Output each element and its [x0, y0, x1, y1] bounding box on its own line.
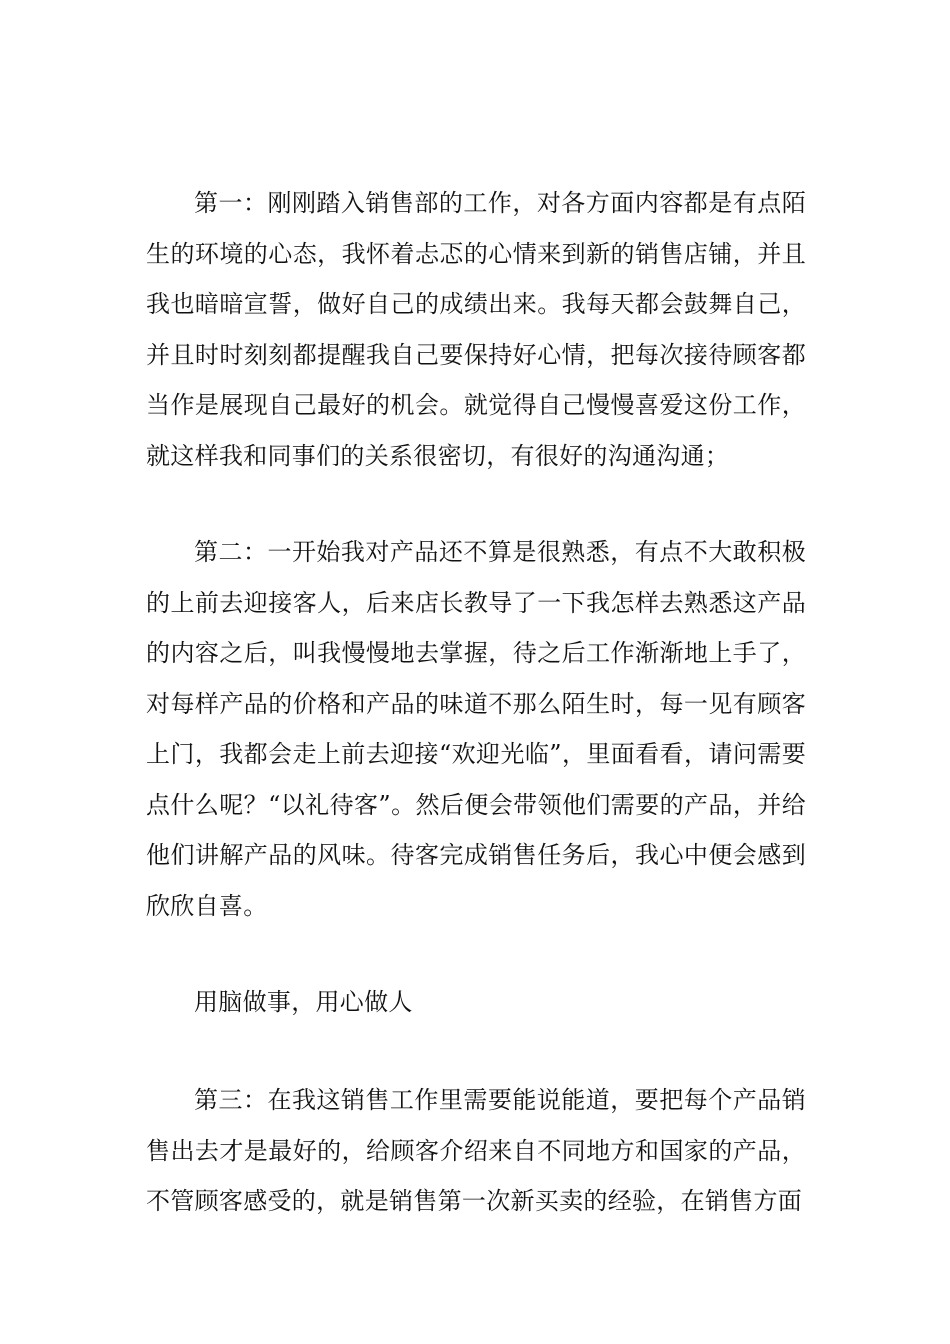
paragraph-heading: 用脑做事，用心做人: [194, 988, 413, 1016]
paragraph-3: 第三：在我这销售工作里需要能说能道，要把每个产品销售出去才是最好的，给顾客介绍来自不同地方和国家的产品，不管顾客感受的，就是销售第一次新买卖的经验，在销售方面: [146, 1086, 806, 1215]
paragraph-2: 第二：一开始我对产品还不算是很熟悉，有点不大敢积极的上前去迎接客人，后来店长教导了一下我怎样去熟悉这产品的内容之后，叫我慢慢地去掌握，待之后工作渐渐地上手了，对每样产品的价格和产品的味道不那么陌生时，每一见有顾客上门，我都会走上前去迎接“欢迎光临”，里面看看，请问需要点什么呢？“以礼待客”。然后便会带领他们需要的产品，并给他们讲解产品的风味。待客完成销售任务后，我心中便会感到欣欣自喜。: [146, 538, 806, 920]
paragraph-1: 第一：刚刚踏入销售部的工作，对各方面内容都是有点陌生的环境的心态，我怀着忐忑的心情来到新的销售店铺，并且我也暗暗宣誓，做好自己的成绩出来。我每天都会鼓舞自己，并且时时刻刻都提醒我自己要保持好心情，把每次接待顾客都当作是展现自己最好的机会。就觉得自己慢慢喜爱这份工作，就这样我和同事们的关系很密切，有很好的沟通沟通；: [146, 189, 806, 470]
